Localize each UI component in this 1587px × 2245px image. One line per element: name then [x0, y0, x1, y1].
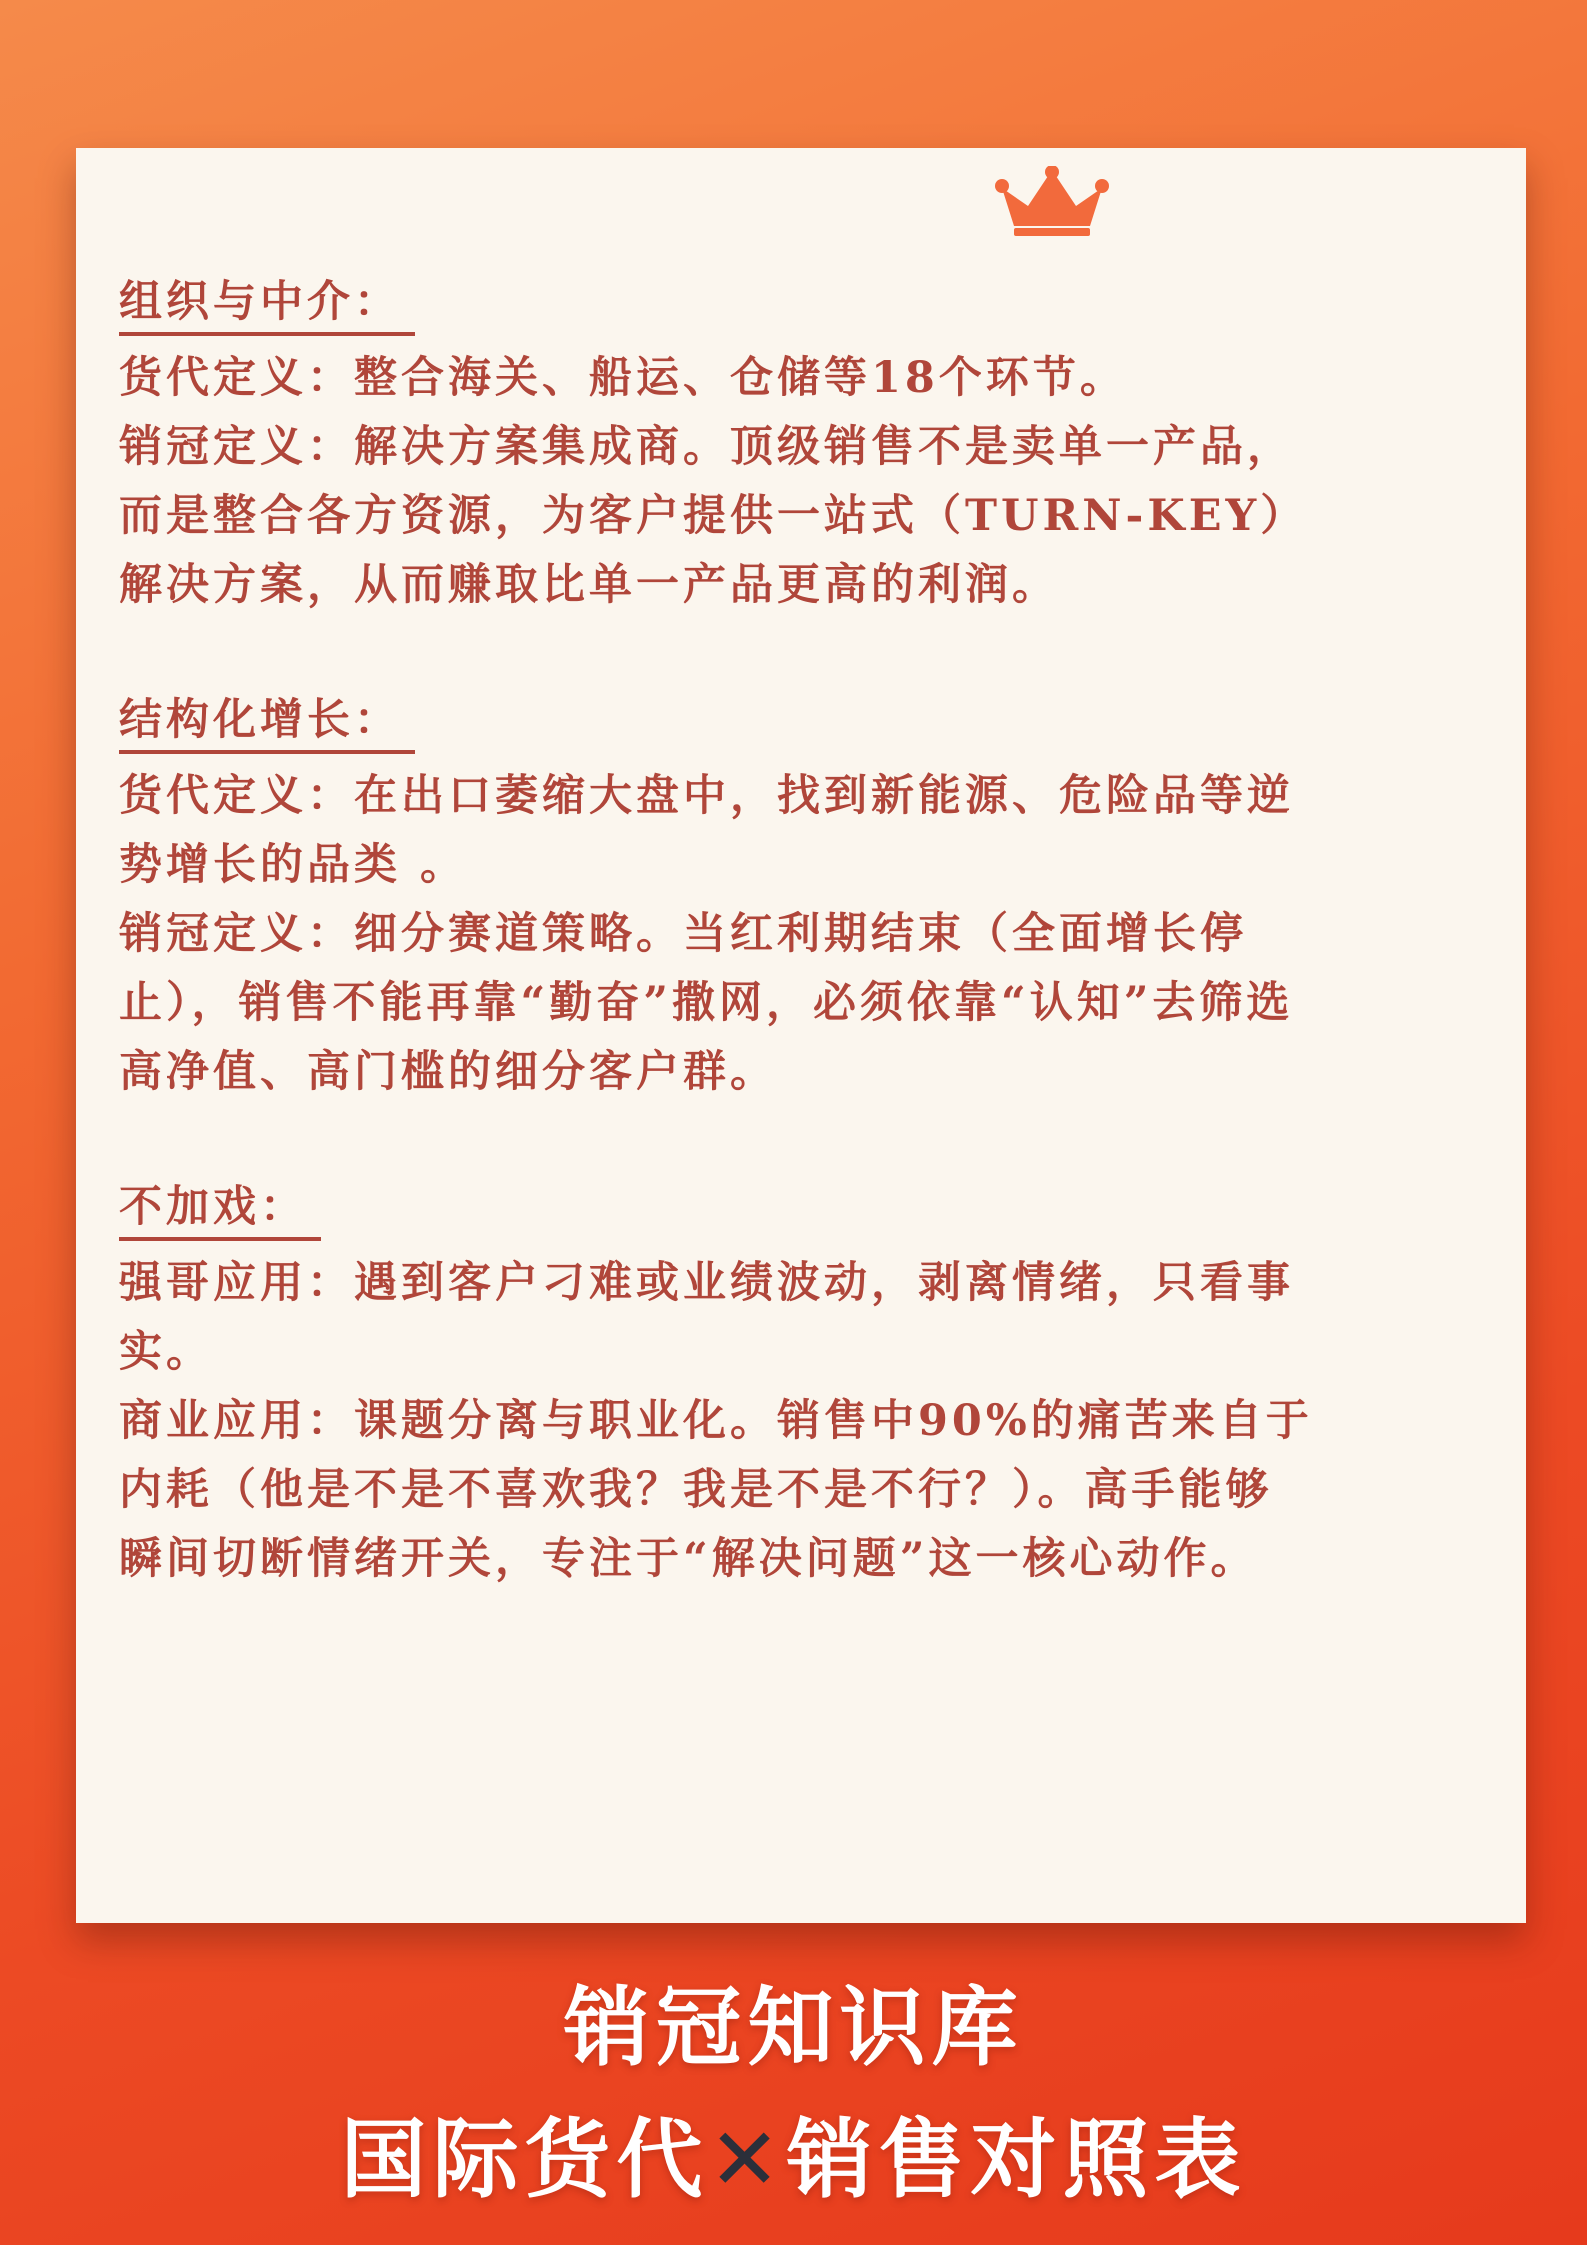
- section-line: 货代定义：在出口萎缩大盘中，找到新能源、危险品等逆: [119, 771, 1294, 821]
- section-line: 势增长的品类 。: [119, 840, 467, 890]
- section-title: 组织与中介：: [119, 272, 415, 336]
- section-line: 内耗（他是不是不喜欢我？我是不是不行？）。高手能够: [119, 1465, 1273, 1515]
- footer-subtitle: [0, 2090, 1587, 2214]
- crown-icon: [994, 166, 1110, 236]
- section-line: 解决方案，从而赚取比单一产品更高的利润。: [119, 560, 1059, 610]
- subtitle-right: 销售对照表: [786, 2110, 1247, 2210]
- section-line: 强哥应用：遇到客户刁难或业绩波动，剥离情绪，只看事: [119, 1258, 1294, 1308]
- subtitle-left: 国际货代: [340, 2110, 709, 2210]
- section-line: 瞬间切断情绪开关，专注于“解决问题”这一核心动作。: [119, 1534, 1258, 1584]
- cross-mark-icon: ✕: [708, 2110, 787, 2210]
- section-line: 高净值、高门槛的细分客户群。: [119, 1047, 777, 1097]
- section-line: 销冠定义：细分赛道策略。当红利期结束（全面增长停: [119, 909, 1247, 959]
- footer-title: 销冠知识库: [563, 1978, 1024, 2078]
- section-title: 不加戏：: [119, 1177, 321, 1241]
- section-line: 货代定义：整合海关、船运、仓储等18个环节。: [119, 353, 1127, 403]
- section-structured-growth: [119, 690, 1494, 1107]
- section-organization: [119, 272, 1494, 620]
- section-line: 销冠定义：解决方案集成商。顶级销售不是卖单一产品，: [119, 422, 1294, 472]
- section-line: 实。: [119, 1327, 213, 1377]
- content-area: [119, 272, 1494, 1664]
- section-no-drama: [119, 1177, 1494, 1594]
- section-line: 而是整合各方资源，为客户提供一站式（TURN-KEY）: [119, 491, 1308, 541]
- section-title: 结构化增长：: [119, 690, 415, 754]
- section-line: 止），销售不能再靠“勤奋”撒网，必须依靠“认知”去筛选: [119, 978, 1294, 1028]
- section-line: 商业应用：课题分离与职业化。销售中90%的痛苦来自于: [119, 1396, 1313, 1446]
